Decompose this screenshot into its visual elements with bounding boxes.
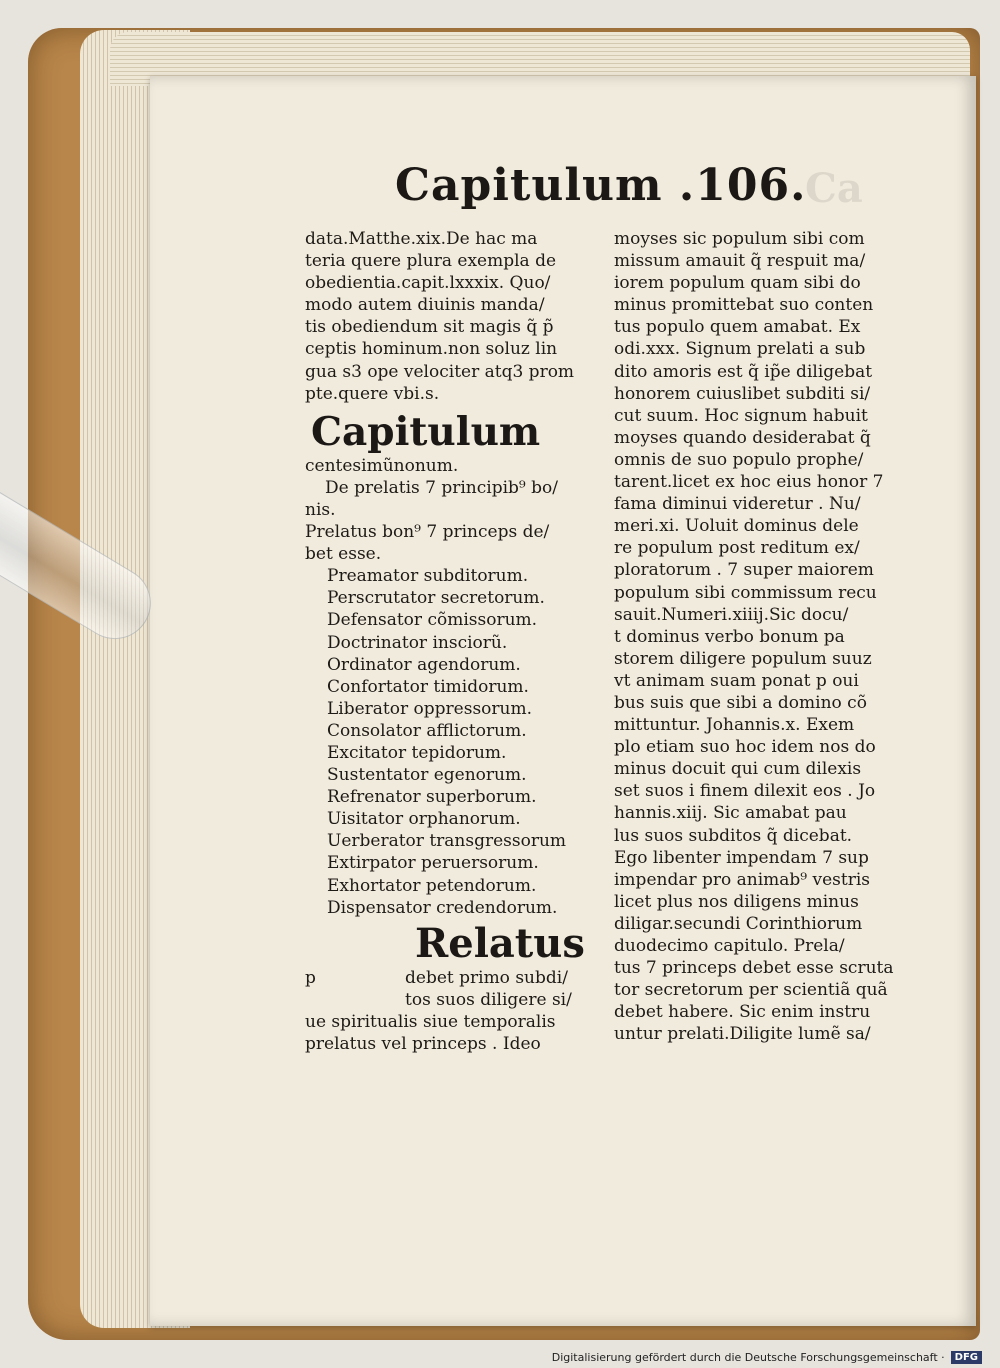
digitization-footer — [552, 1351, 982, 1364]
rubric-line: De prelatis 7 principib⁹ bo/ — [325, 477, 558, 498]
text-line: vt animam suam ponat p oui — [614, 670, 859, 691]
footer-text: Digitalisierung gefördert durch die Deutsche Forschungsgemeinschaft · — [551, 1351, 945, 1364]
list-item: Perscrutator secretorum. — [327, 588, 545, 609]
text-line: licet plus nos diligens minus — [614, 891, 859, 912]
text-line: t dominus verbo bonum pa — [614, 626, 845, 647]
text-line: ue spiritualis siue temporalis — [305, 1011, 556, 1032]
text-line: gua s3 ope velociter atq3 prom — [305, 361, 575, 382]
right-column — [614, 228, 894, 1045]
text-line: prelatus vel princeps . Ideo — [305, 1034, 541, 1054]
text-line: mittuntur. Johannis.x. Exem — [614, 715, 855, 736]
text-line: tos suos diligere si/ — [405, 989, 572, 1010]
list-item: Preamator subditorum. — [327, 566, 529, 587]
text-line: plo etiam suo hoc idem nos do — [614, 737, 876, 758]
list-item: Refrenator superborum. — [327, 787, 537, 808]
text-line: sauit.Numeri.xiiij.Sic docu/ — [614, 604, 849, 625]
initial-word: Relatus — [415, 919, 585, 967]
text-line: set suos i finem dilexit eos . Jo — [614, 781, 876, 802]
list-item: Exhortator petendorum. — [327, 875, 537, 896]
text-line: cut suum. Hoc signum habuit — [614, 405, 868, 426]
text-line: honorem cuiuslibet subditi si/ — [614, 383, 871, 404]
text-line: tarent.licet ex hoc eius honor 7 — [614, 472, 884, 493]
text-line: obedientia.capit.lxxxix. Quo/ — [305, 273, 551, 294]
text-line: storem diligere populum suuz — [614, 648, 872, 669]
text-line: impendar pro animab⁹ vestris — [614, 869, 871, 890]
text-line: data.Matthe.xix.De hac ma — [305, 229, 538, 249]
page-title: Capitulum .106. — [395, 160, 807, 211]
list-item: Doctrinator insciorũ. — [327, 632, 508, 653]
text-line: debet habere. Sic enim instru — [614, 1002, 871, 1023]
text-line: lus suos subditos q̃ dicebat. — [614, 825, 853, 846]
list-item: Sustentator egenorum. — [327, 765, 527, 786]
text-line: bus suis que sibi a domino cõ — [614, 692, 867, 713]
text-line: moyses sic populum sibi com — [614, 229, 865, 249]
text-line: re populum post reditum ex/ — [614, 538, 860, 559]
list-item: Defensator cõmissorum. — [327, 610, 538, 631]
text-line: missum amauit q̃ respuit ma/ — [614, 251, 866, 272]
text-line — [305, 967, 575, 989]
text-line: pte.quere vbi.s. — [305, 383, 440, 404]
text-line: meri.xi. Uoluit dominus dele — [614, 516, 859, 537]
text-line: tus 7 princeps debet esse scruta — [614, 958, 894, 979]
list-item: Uisitator orphanorum. — [327, 809, 521, 830]
lead-line: bet esse. — [305, 544, 382, 565]
list-item: Excitator tepidorum. — [327, 742, 507, 763]
text-line: tor secretorum per scientiã quã — [614, 980, 888, 1001]
text-line: tis obediendum sit magis q̃ p̃ — [305, 317, 554, 338]
lead-line: Prelatus bon⁹ 7 princeps de/ — [305, 522, 550, 543]
text-line: odi.xxx. Signum prelati a sub — [614, 339, 866, 360]
text-line: duodecimo capitulo. Prela/ — [614, 936, 845, 956]
text-line: ploratorum . 7 super maiorem — [614, 560, 874, 581]
text-line: hannis.xiij. Sic amabat pau — [614, 803, 847, 824]
text-line: tus populo quem amabat. Ex — [614, 317, 861, 338]
list-item: Uerberator transgressorum — [327, 831, 567, 852]
text-line: moyses quando desiderabat q̃ — [614, 427, 871, 448]
chapter-subheading: centesimũnonum. — [305, 455, 459, 476]
text-line: minus docuit qui cum dilexis — [614, 759, 862, 780]
list-item: Extirpator peruersorum. — [327, 853, 539, 874]
dfg-logo: DFG — [951, 1351, 982, 1364]
text-line: iorem populum quam sibi do — [614, 273, 861, 294]
left-column — [305, 228, 585, 1055]
text-fragment: debet primo subdi/ — [405, 967, 568, 988]
initial-letter-placeholder: p — [305, 967, 316, 988]
text-line: Ego libenter impendam 7 sup — [614, 847, 869, 868]
text-line: modo autem diuinis manda/ — [305, 295, 545, 316]
list-item: Liberator oppressorum. — [327, 698, 532, 719]
text-line: ceptis hominum.non soluz lin — [305, 339, 558, 360]
list-item: Consolator afflictorum. — [327, 720, 527, 741]
list-item: Dispensator credendorum. — [327, 897, 558, 918]
text-line: untur prelati.Diligite lumẽ sa/ — [614, 1024, 871, 1045]
list-item: Ordinator agendorum. — [327, 654, 521, 675]
list-item: Confortator timidorum. — [327, 676, 529, 697]
text-line: omnis de suo populo prophe/ — [614, 449, 864, 470]
text-line: populum sibi commissum recu — [614, 582, 877, 603]
text-line: fama diminui videretur . Nu/ — [614, 494, 861, 515]
chapter-heading: Capitulum — [311, 408, 541, 455]
text-line: dito amoris est q̃ ip̃e diligebat — [614, 361, 873, 382]
text-line: teria quere plura exempla de — [305, 251, 557, 272]
rubric-line: nis. — [305, 499, 336, 520]
text-line: minus promittebat suo conten — [614, 295, 874, 316]
text-line: diligar.secundi Corinthiorum — [614, 913, 863, 934]
show-through-text: Ca — [805, 165, 863, 212]
